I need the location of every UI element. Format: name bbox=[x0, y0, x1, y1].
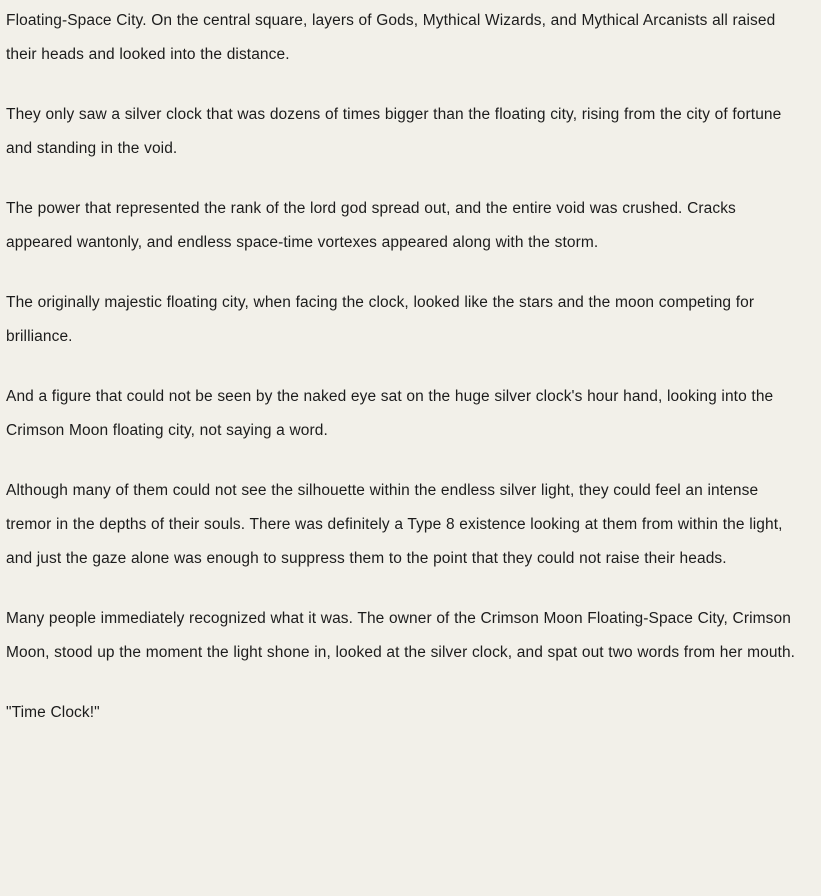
paragraph: The originally majestic floating city, when facing the clock, looked like the stars and the moon competing for brilliance. bbox=[6, 294, 755, 345]
paragraph: Many people immediately recognized what it was. The owner of the Crimson Moon Floating-Space City, Crimson Moon, stood up the moment the light shone in, looked at the silver clock, and spat out two words from her mouth. bbox=[6, 610, 796, 661]
paragraph: "Time Clock!" bbox=[6, 704, 100, 721]
paragraph: The power that represented the rank of the lord god spread out, and the entire void was crushed. Cracks appeared wantonly, and endless space-time vortexes appeared along with the storm. bbox=[6, 200, 736, 251]
paragraph: Although many of them could not see the silhouette within the endless silver light, they could feel an intense tremor in the depths of their souls. There was definitely a Type 8 existence looking at them from within the light, and just the gaze alone was enough to suppress them to the point that they could not raise their heads. bbox=[6, 482, 783, 567]
paragraph: And a figure that could not be seen by the naked eye sat on the huge silver clock's hour hand, looking into the Crimson Moon floating city, not saying a word. bbox=[6, 388, 774, 439]
paragraph: They only saw a silver clock that was dozens of times bigger than the floating city, rising from the city of fortune and standing in the void. bbox=[6, 106, 782, 157]
paragraph: Floating-Space City. On the central square, layers of Gods, Mythical Wizards, and Mythical Arcanists all raised their heads and looked into the distance. bbox=[6, 12, 776, 63]
